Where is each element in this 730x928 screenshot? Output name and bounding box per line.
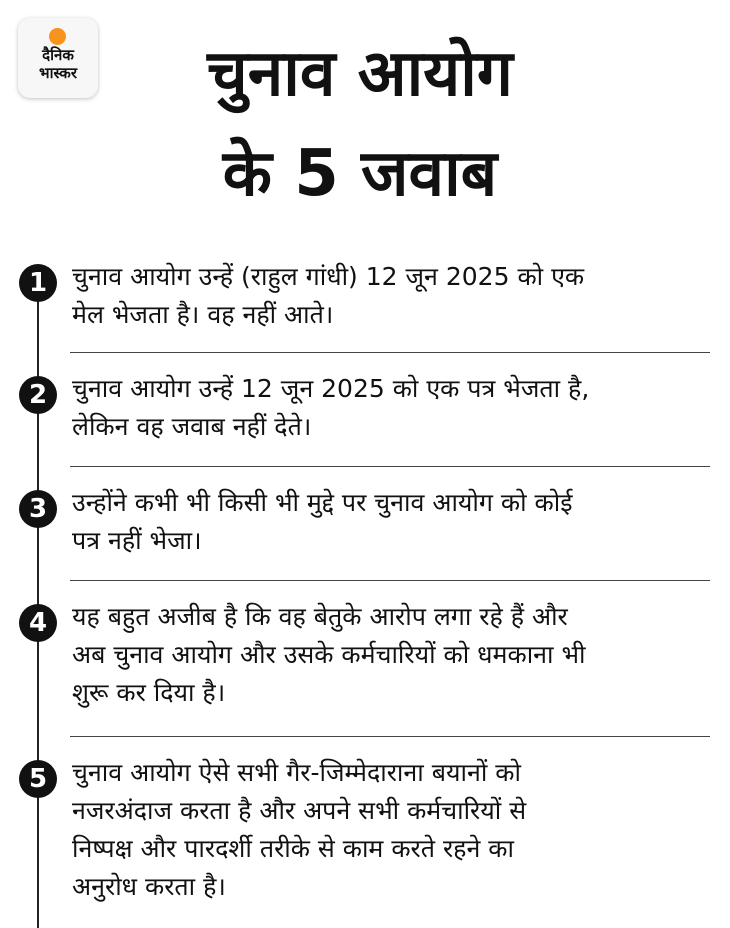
logo-text-line2: भास्कर (39, 64, 77, 82)
number-badge: 3 (19, 490, 57, 528)
divider (70, 736, 710, 737)
item-text: चुनाव आयोग ऐसे सभी गैर-जिम्मेदाराना बयानों को नजरअंदाज करता है और अपने सभी कर्मचारियों से निष्पक्ष और पारदर्शी तरीके से काम करते रहने का अनुरोध करता है। (72, 758, 527, 901)
item-text: उन्होंने कभी भी किसी भी मुद्दे पर चुनाव आयोग को कोई पत्र नहीं भेजा। (72, 488, 573, 555)
item-text: यह बहुत अजीब है कि वह बेतुके आरोप लगा रहे हैं और अब चुनाव आयोग और उसके कर्मचारियों को धमकाना भी शुरू कर दिया है। (72, 602, 586, 707)
number-badge: 2 (19, 376, 57, 414)
divider (70, 352, 710, 353)
item-text: चुनाव आयोग उन्हें 12 जून 2025 को एक पत्र भेजता है, लेकिन वह जवाब नहीं देते। (72, 374, 590, 441)
number-badge: 5 (19, 760, 57, 798)
number-badge: 4 (19, 604, 57, 642)
divider (70, 580, 710, 581)
item-text: चुनाव आयोग उन्हें (राहुल गांधी) 12 जून 2025 को एक मेल भेजता है। वह नहीं आते। (72, 262, 585, 329)
page-title-line1: चुनाव आयोग (207, 37, 513, 111)
logo-sun-icon (49, 28, 66, 45)
divider (70, 466, 710, 467)
logo-text-line1: दैनिक (42, 46, 74, 64)
dainik-bhaskar-logo (18, 18, 98, 98)
number-badge: 1 (19, 264, 57, 302)
page-title-line2: के 5 जवाब (222, 137, 498, 211)
